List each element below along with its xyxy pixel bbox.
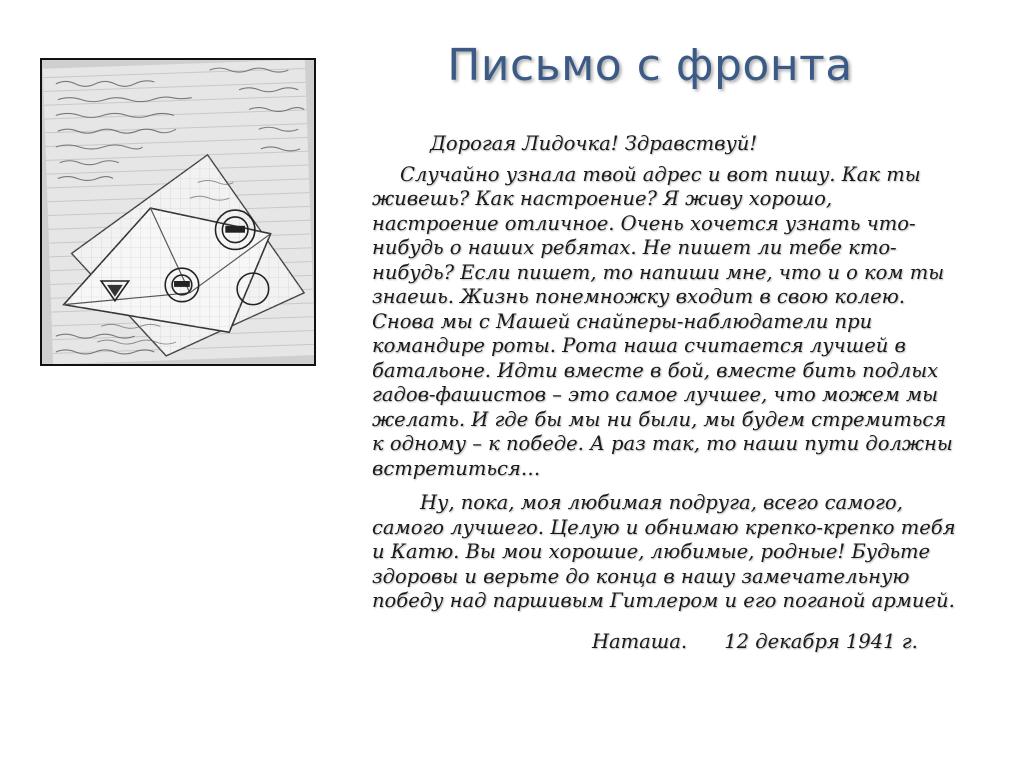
signature-name: Наташа. xyxy=(592,629,688,653)
letter-greeting: Дорогая Лидочка! Здравствуй! xyxy=(430,132,758,155)
letter-signature xyxy=(372,630,962,655)
letter-paragraph-1: Случайно узнала твой адрес и вот пишу. Как ты живешь? Как настроение? Я живу хорошо, настроение отличное. Очень хочется узнать что-нибудь о наших ребятах. Не пишет ли тебе кто-нибудь? Если пишет, то напиши мне, что и о ком ты знаешь. Жизнь понемножку входит в свою колею. Снова мы с Машей снайперы-наблюдатели при командире роты. Рота наша считается лучшей в батальоне. Идти вместе в бой, вместе бить подлых гадов-фашистов – это самое лучшее, что можем мы желать. И где бы мы ни были, мы будем стремиться к одному – к победе. А раз так, то наши пути должны встретиться… xyxy=(372,162,953,480)
slide-title: Письмо с фронта xyxy=(447,40,853,91)
letter-paragraph-2: Ну, пока, моя любимая подруга, всего самого, самого лучшего. Целую и обнимаю крепко-крепко тебя и Катю. Вы мои хорошие, любимые, родные! Будьте здоровы и верьте до конца в нашу замечательную победу над паршивым Гитлером и его поганой армией. xyxy=(372,491,956,612)
triangle-letters-image xyxy=(42,60,314,364)
signature-date: 12 декабря 1941 г. xyxy=(724,629,918,653)
letters-photo xyxy=(40,58,316,366)
letter-text xyxy=(372,132,962,654)
